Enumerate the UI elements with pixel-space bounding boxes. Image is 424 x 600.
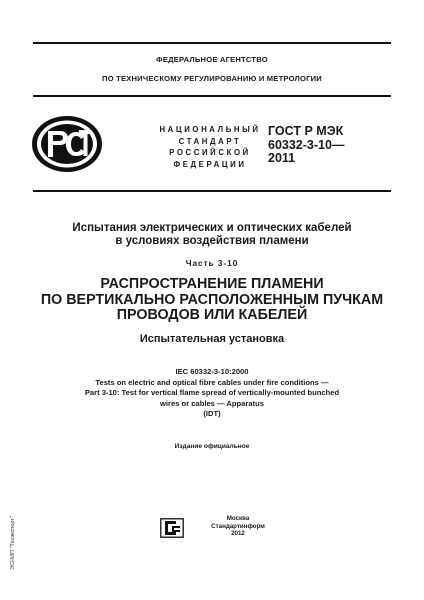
agency-name-line-2: ПО ТЕХНИЧЕСКОМУ РЕГУЛИРОВАНИЮ И МЕТРОЛОГИИ [102,74,322,83]
agency-name-line-1: ФЕДЕРАЛЬНОЕ АГЕНТСТВО [156,55,268,64]
iec-reference-line-1: IEC 60332-3-10:2000 [175,367,249,376]
subtitle: Испытательная установка [139,333,285,345]
publisher-name: Стандартинформ [211,522,265,530]
header-rule [33,95,391,97]
main-title-line-3: ПРОВОДОВ ИЛИ КАБЕЛЕЙ [116,307,308,323]
edition-label: Издание официальное [174,443,250,450]
national-label-line-1: НАЦИОНАЛЬНЫЙ [159,125,261,134]
main-title-line-2: ПО ВЕРТИКАЛЬНО РАСПОЛОЖЕННЫМ ПУЧКАМ [40,291,384,308]
gost-logo-icon [30,114,104,174]
standard-designation-line-2: 60332-3-10— [268,137,345,152]
iec-reference-line-3: Part 3-10: Test for vertical flame spread of vertically-mounted bunched [84,388,340,397]
title-rule [33,190,391,192]
publisher-city: Москва [226,515,250,522]
part-number: Часть 3-10 [185,259,239,268]
publication-year: 2012 [231,530,245,538]
publisher-logo-icon [160,518,184,538]
national-label-line-4: ФЕДЕРАЦИИ [173,159,247,169]
national-label-line-2: СТАНДАРТ [178,136,242,146]
top-rule [33,42,391,44]
general-title-line-2: в условиях воздействия пламени [115,235,309,247]
standard-designation-line-3: 2011 [268,151,296,165]
general-title-line-1: Испытания электрических и оптических кабелей [72,222,352,234]
standard-designation-line-1: ГОСТ Р МЭК [268,124,344,138]
side-watermark: ЭСНИП "Техэксперт" [9,516,16,570]
iec-reference-line-4: wires or cables — Apparatus [160,398,264,408]
national-label-line-3: РОССИЙСКОЙ [169,148,251,157]
iec-reference-line-2: Tests on electric and optical fibre cables under fire conditions — [95,377,329,387]
main-title-line-1: РАСПРОСТРАНЕНИЕ ПЛАМЕНИ [100,276,324,292]
iec-reference-line-5: (IDT) [203,409,221,418]
